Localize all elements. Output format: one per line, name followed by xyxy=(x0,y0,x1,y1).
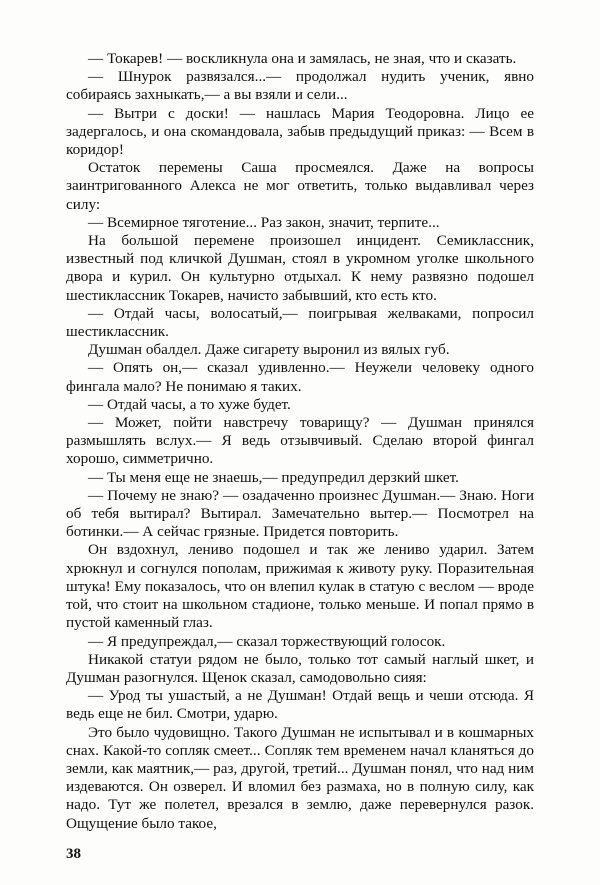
paragraph: — Почему не знаю? — озадаченно произнес Душман.— Знаю. Ноги об тебя вытирал? Вытирал. Замечательно вытер.— Посмотрел на ботинки.— А сейчас грязные. Придется повторить. xyxy=(66,486,534,541)
paragraph: — Опять он,— сказал удивленно.— Неужели человеку одного фингала мало? Не понимаю я таких. xyxy=(66,359,534,395)
paragraph: — Шнурок развязался...— продолжал нудить ученик, явно собираясь захныкать,— а вы взяли и сели... xyxy=(66,68,534,104)
body-text xyxy=(66,50,534,833)
paragraph: Остаток перемены Саша просмеялся. Даже на вопросы заинтригованного Алекса не мог ответить, только выдавливал через силу: xyxy=(66,159,534,213)
paragraph: — Урод ты ушастый, а не Душман! Отдай вещь и чеши отсюда. Я ведь еще не бил. Смотри, ударю. xyxy=(66,687,534,723)
paragraph: — Отдай часы, волосатый,— поигрывая желваками, попросил шестиклассник. xyxy=(66,304,534,341)
paragraph: — Ты меня еще не знаешь,— предупредил дерзкий шкет. xyxy=(88,468,459,486)
paragraph: На большой перемене произошел инцидент. Семиклассник, известный под кличкой Душман, стоял в укромном уголке школьного двора и курил. Он культурно отдыхал. К нему развязно подошел шестиклассник Токарев, начисто забывший, кто есть кто. xyxy=(66,232,534,304)
paragraph: Он вздохнул, лениво подошел и так же лениво ударил. Затем хрюкнул и согнулся пополам, прижимая к животу руку. Поразительная штука! Ему показалось, что он влепил кулак в статую с веслом — вроде той, что стоит на школьном стадионе, только меньше. И попал прямо в пустой каменный глаз. xyxy=(66,541,534,632)
paragraph: Душман обалдел. Даже сигарету выронил из вялых губ. xyxy=(88,341,450,359)
paragraph: — Я предупреждал,— сказал торжествующий голосок. xyxy=(88,632,446,650)
page-number: 38 xyxy=(66,846,81,862)
paragraph: — Токарев! — воскликнула она и замялась, не зная, что и сказать. xyxy=(88,50,517,67)
paragraph: — Всемирное тяготение... Раз закон, значит, терпите... xyxy=(88,213,440,231)
paragraph: Это было чудовищно. Такого Душман не испытывал и в кошмарных снах. Какой-то сопляк смеет... Сопляк тем временем начал кланяться до земли, как маятник,— раз, другой, третий... Душман понял, что над ним издеваются. Он озверел. И вломил без размаха, но в полную силу, как надо. Тут же полетел, врезался в землю, даже перевернулся разок. Ощущение было такое, xyxy=(66,723,534,832)
paragraph: — Вытри с доски! — нашлась Мария Теодоровна. Лицо ее задергалось, и она скомандовала, забыв предыдущий приказ: — Всем в коридор! xyxy=(66,104,534,159)
paragraph: — Может, пойти навстречу товарищу? — Душман принялся размышлять вслух.— Я ведь отзывчивый. Сделаю второй фингал хорошо, симметрично. xyxy=(66,414,534,468)
paragraph: — Отдай часы, а то хуже будет. xyxy=(88,395,291,413)
paragraph: Никакой статуи рядом не было, только тот самый наглый шкет, и Душман разогнулся. Щенок сказал, самодовольно сияя: xyxy=(66,650,534,686)
